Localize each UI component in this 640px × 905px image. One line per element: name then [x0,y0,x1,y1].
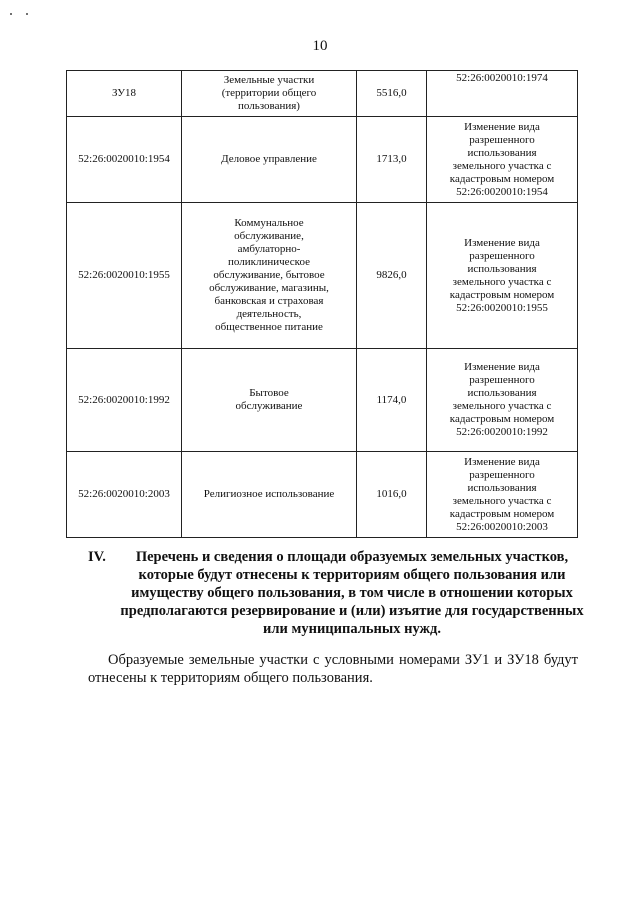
note-cell: 52:26:0020010:1974 [427,71,578,117]
body-paragraph: Образуемые земельные участки с условными номерами ЗУ1 и ЗУ18 будут отнесены к территориям общего пользования. [88,652,578,686]
table-row [67,349,578,452]
table-row [67,452,578,538]
scan-speck [10,13,12,15]
plot-id-cell: 52:26:0020010:1992 [67,349,182,452]
note-cell: Изменение вида разрешенного использования земельного участка с кадастровым номером 52:26:0020010:1992 [427,349,578,452]
area-cell: 1174,0 [357,349,427,452]
table-row [67,203,578,349]
note-cell: Изменение вида разрешенного использования земельного участка с кадастровым номером 52:26:0020010:2003 [427,452,578,538]
section-heading: Перечень и сведения о площади образуемых земельных участков, которые будут отнесены к территориям общего пользования или имуществу общего пользования, в том числе в отношении которых предполагаются резервирование и (или) изъятие для государственных или муниципальных нужд. [120,549,584,637]
permitted-use-cell: Религиозное использование [182,452,357,538]
plot-id-cell: ЗУ18 [67,71,182,117]
permitted-use-cell: Коммунальное обслуживание, амбулаторно- поликлиническое обслуживание, бытовое обслуживание, магазины, банковская и страховая деятельность, общественное питание [182,203,357,349]
table-row [67,117,578,203]
permitted-use-cell: Земельные участки (территории общего пользования) [182,71,357,117]
plot-id-cell: 52:26:0020010:1955 [67,203,182,349]
permitted-use-cell: Деловое управление [182,117,357,203]
area-cell: 1713,0 [357,117,427,203]
plot-id-cell: 52:26:0020010:2003 [67,452,182,538]
permitted-use-cell: Бытовое обслуживание [182,349,357,452]
scan-speck [26,13,28,15]
land-plots-table [66,70,578,538]
area-cell: 1016,0 [357,452,427,538]
plot-id-cell: 52:26:0020010:1954 [67,117,182,203]
area-cell: 5516,0 [357,71,427,117]
note-cell: Изменение вида разрешенного использования земельного участка с кадастровым номером 52:26:0020010:1955 [427,203,578,349]
section-number: IV. [88,549,106,565]
note-cell: Изменение вида разрешенного использования земельного участка с кадастровым номером 52:26:0020010:1954 [427,117,578,203]
page-number: 10 [312,38,328,54]
section-iv [88,548,588,638]
area-cell: 9826,0 [357,203,427,349]
table-row [67,71,578,117]
